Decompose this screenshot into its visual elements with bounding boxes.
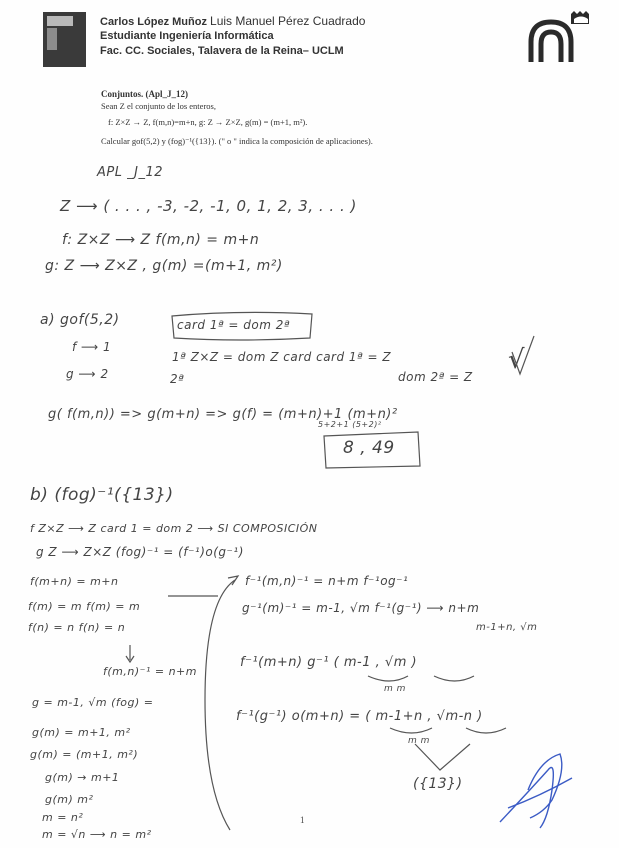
hw-part-b: b) (fog)⁻¹({13}) xyxy=(30,485,174,505)
hw-r-composition: f⁻¹(g⁻¹) o(m+n) = ( m-1+n , √m-n ) xyxy=(236,709,483,724)
header-role: Estudiante Ingeniería Informática xyxy=(100,30,274,42)
hw-b-gm3: g(m) → m+1 xyxy=(45,771,120,784)
hw-r-finv: f⁻¹(m,n)⁻¹ = n+m f⁻¹og⁻¹ xyxy=(245,574,409,588)
hw-g-arrow: g ⟶ 2 xyxy=(66,367,109,381)
card-box-outline xyxy=(172,312,312,340)
brace-1 xyxy=(368,676,408,681)
problem-title: Conjuntos. (Apl_J_12) xyxy=(101,89,189,99)
hw-a-domains: 1ª Z×Z = dom Z card card 1ª = Z xyxy=(172,350,392,364)
hw-r-set-13: ({13}) xyxy=(413,776,463,792)
header-authors: Carlos López Muñoz Luis Manuel Pérez Cuadrado xyxy=(100,14,366,28)
hw-b-g-inv: g = m-1, √m (fog) = xyxy=(32,696,154,709)
brace-4 xyxy=(466,728,506,733)
hw-r-denominators-2: m m xyxy=(408,736,430,746)
hw-b-gm2: g(m) = (m+1, m²) xyxy=(30,748,139,761)
hw-b-gm: g(m) = m+1, m² xyxy=(32,726,131,739)
hw-heading: APL _J_12 xyxy=(97,165,163,180)
problem-line-2: f: Z×Z → Z, f(m,n)=m+n, g: Z → Z×Z, g(m) = (m+1, m²). xyxy=(108,117,308,127)
converge-arrows xyxy=(415,744,470,770)
hw-g-def: g: Z ⟶ Z×Z , g(m) =(m+1, m²) xyxy=(45,258,283,274)
hw-b-m-n2: m = n² xyxy=(42,811,84,824)
curly-arrow xyxy=(228,576,238,585)
hw-b-fm: f(m) = m f(m) = m xyxy=(28,600,141,613)
hw-a-composition: g( f(m,n)) => g(m+n) => g(f) = (m+n)+1 (m+n)² xyxy=(48,407,398,422)
check-mark-icon: √ xyxy=(508,345,526,375)
hw-part-a: a) gof(5,2) xyxy=(40,312,120,328)
problem-line-1: Sean Z el conjunto de los enteros, xyxy=(101,101,216,111)
signature xyxy=(500,754,572,828)
hw-b-fn: f(n) = n f(n) = n xyxy=(28,621,126,634)
brace-3 xyxy=(390,728,432,733)
hw-r-denominators: m m xyxy=(384,684,406,694)
hw-r-result: m-1+n, √m xyxy=(476,622,538,633)
problem-line-3: Calcular gof(5,2) y (fog)⁻¹({13}). (" o " indica la composición de aplicaciones). xyxy=(101,136,373,146)
hw-a-sums: 5+2+1 (5+2)² xyxy=(318,420,382,429)
hw-b-fmn: f(m+n) = m+n xyxy=(30,575,119,588)
hw-a-dom2: dom 2ª = Z xyxy=(398,370,473,384)
hw-b-m-sqrt: m = √n ⟶ n = m² xyxy=(42,828,152,841)
result-box-outline xyxy=(324,432,420,468)
hw-f-arrow: f ⟶ 1 xyxy=(72,340,112,354)
down-arrow xyxy=(126,645,134,662)
hw-r-ginv: g⁻¹(m)⁻¹ = m-1, √m f⁻¹(g⁻¹) ⟶ n+m xyxy=(242,601,480,615)
hw-card-box: card 1ª = dom 2ª xyxy=(177,318,291,332)
left-bracket-arrow xyxy=(205,580,235,830)
hw-a-result: 8 , 49 xyxy=(343,438,395,458)
hw-b-gm4: g(m) m² xyxy=(45,793,94,806)
hw-b-f: f Z×Z ⟶ Z card 1 = dom 2 ⟶ SI COMPOSICIÓN xyxy=(30,522,318,535)
check-mark-icon xyxy=(512,336,534,374)
hw-r-finv-mn: f⁻¹(m+n) g⁻¹ ( m-1 , √m ) xyxy=(240,655,418,670)
hw-a-second: 2ª xyxy=(170,372,185,386)
hw-integers-set: Z ⟶ ( . . . , -3, -2, -1, 0, 1, 2, 3, . . . ) xyxy=(60,197,357,215)
page-number: 1 xyxy=(300,815,305,825)
brace-2 xyxy=(434,676,474,681)
header-faculty: Fac. CC. Sociales, Talavera de la Reina– UCLM xyxy=(100,45,344,57)
hw-b-finv: f(m,n)⁻¹ = n+m xyxy=(103,665,197,678)
hw-b-g: g Z ⟶ Z×Z (fog)⁻¹ = (f⁻¹)o(g⁻¹) xyxy=(36,545,244,559)
hw-f-def: f: Z×Z ⟶ Z f(m,n) = m+n xyxy=(62,232,260,248)
